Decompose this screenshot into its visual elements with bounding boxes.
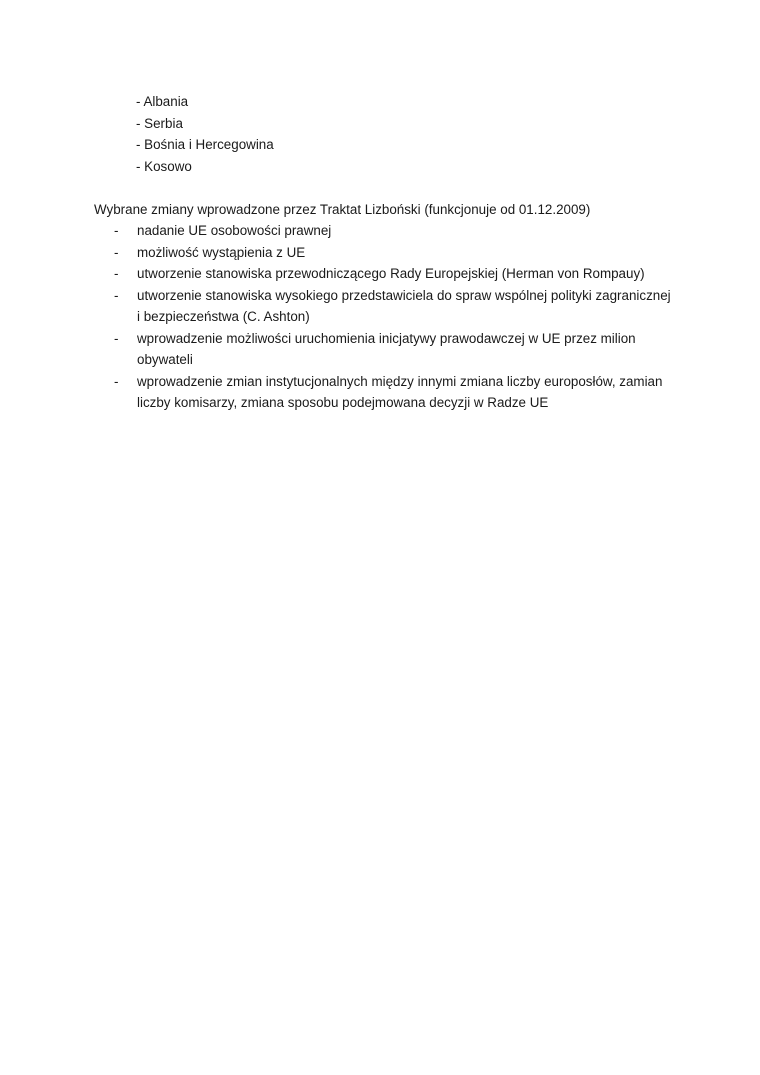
section-heading: Wybrane zmiany wprowadzone przez Traktat Lizboński (funkcjonuje od 01.12.2009) xyxy=(94,202,591,217)
list-item-change xyxy=(94,285,674,328)
list-item-change xyxy=(94,220,674,242)
change-text: wprowadzenie możliwości uruchomienia inicjatywy prawodawczej w UE przez milion obywateli xyxy=(137,330,636,367)
change-text: utworzenie stanowiska wysokiego przedstawiciela do spraw wspólnej polityki zagranicznej i bezpieczeństwa (C. Ashton) xyxy=(137,287,671,324)
bullet-dash: - xyxy=(114,330,119,346)
bullet-dash: - xyxy=(114,266,119,281)
bullet-dash: - xyxy=(114,223,119,238)
list-item-change xyxy=(94,242,674,264)
change-text: nadanie UE osobowości prawnej xyxy=(137,223,332,238)
bullet-dash: - xyxy=(114,244,119,260)
change-text: wprowadzenie zmian instytucjonalnych między innymi zmiana liczby europosłów, zamian liczby komisarzy, zmiana sposobu podejmowana decyzji w Radze UE xyxy=(137,373,663,410)
list-item-change xyxy=(94,328,674,371)
change-text: możliwość wystąpienia z UE xyxy=(137,244,306,260)
list-item-country: - Albania xyxy=(136,94,189,109)
list-item-country: - Kosowo xyxy=(136,158,192,174)
bullet-dash: - xyxy=(114,287,119,303)
list-item-country: - Serbia xyxy=(136,115,183,131)
bullet-dash: - xyxy=(114,373,119,389)
list-item-change xyxy=(94,371,674,414)
changes-list xyxy=(94,220,674,414)
country-list xyxy=(136,91,274,177)
list-item-change xyxy=(94,263,674,285)
change-text: utworzenie stanowiska przewodniczącego Rady Europejskiej (Herman von Rompauy) xyxy=(137,266,645,281)
list-item-country: - Bośnia i Hercegowina xyxy=(136,137,274,152)
